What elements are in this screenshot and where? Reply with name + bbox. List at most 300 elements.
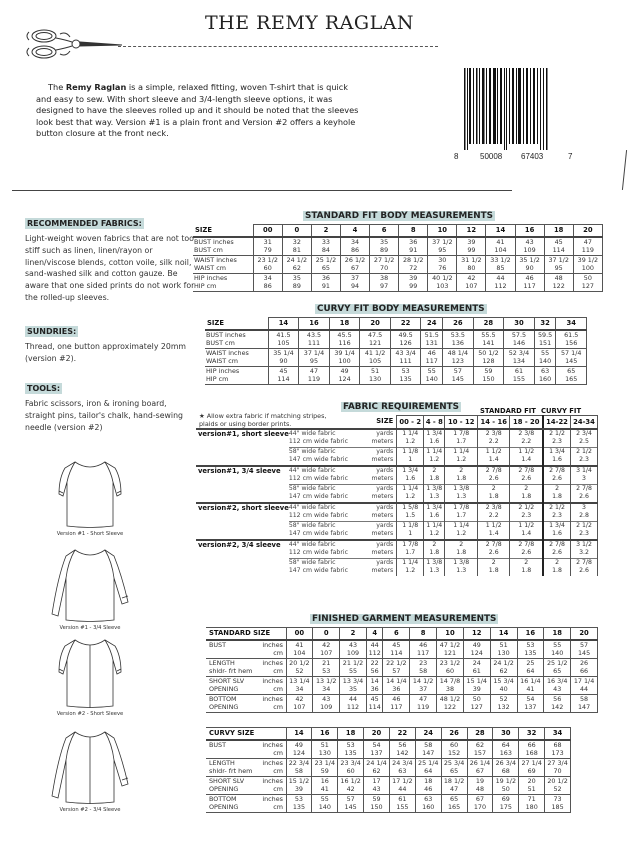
- cell: 145: [443, 375, 474, 384]
- cell: 119: [573, 246, 602, 255]
- table-row: [196, 530, 598, 540]
- cell: 1.8: [510, 567, 543, 576]
- cell: 95: [428, 246, 457, 255]
- cell: 2: [510, 558, 543, 567]
- cell: 109: [313, 703, 340, 712]
- cell: 117: [410, 649, 437, 658]
- page-title: THE REMY RAGLAN: [205, 12, 415, 34]
- size-header: 0: [282, 225, 311, 237]
- cell: 119: [299, 375, 330, 384]
- barcode-digits-right: 67403: [521, 152, 544, 161]
- cell: 46: [410, 640, 437, 650]
- size-header: 8: [410, 628, 437, 640]
- cell: 2: [477, 558, 510, 567]
- cell: 1.4: [477, 456, 510, 466]
- cell: 61: [389, 794, 415, 803]
- cell: 111: [299, 339, 330, 348]
- cell: 136: [443, 339, 474, 348]
- size-header: 24: [421, 318, 443, 330]
- cell: 2 1/2: [571, 447, 598, 456]
- recommended-fabrics-text: Light-weight woven fabrics that are not too stiff such as linen, linen/rayon or linen/viscose blends, cotton voile, silk noil, sand-washed silk and cotton gauze. Be aware that one sided prints do not work for the rolled-up sleeves.: [25, 234, 195, 302]
- scissors-icon: [24, 24, 124, 64]
- size-header: 20: [364, 728, 390, 740]
- table-row: [206, 658, 598, 667]
- size-header: 16: [312, 728, 338, 740]
- cell: 1.7: [445, 438, 478, 447]
- cell: 65: [441, 767, 467, 776]
- cell: 19 1/2: [493, 776, 519, 785]
- cell: 58: [415, 740, 441, 750]
- table-row: [193, 264, 603, 273]
- cell: 47.5: [360, 330, 391, 340]
- cell: 39: [286, 785, 312, 794]
- cell: 140: [421, 375, 443, 384]
- standard-body-table: [193, 224, 603, 292]
- cell: 2.2: [477, 438, 510, 447]
- recommended-fabrics-heading: RECOMMENDED FABRICS:: [27, 219, 142, 228]
- tools-heading: TOOLS:: [27, 384, 61, 393]
- cell: 62: [282, 264, 311, 273]
- cell: 26 3/4: [493, 758, 519, 767]
- size-header: 10: [428, 225, 457, 237]
- cell: 124: [329, 375, 360, 384]
- cell: 2.6: [477, 549, 510, 558]
- cell: 73: [545, 794, 571, 803]
- cell: 135: [517, 649, 544, 658]
- version-label: [196, 475, 289, 484]
- sundries-text: Thread, one button approximately 20mm (version #2).: [25, 342, 187, 363]
- cell: 2: [424, 466, 445, 476]
- measure-unit: cm: [273, 703, 283, 711]
- cell: 1.8: [445, 475, 478, 484]
- cell: 15 1/2: [286, 776, 312, 785]
- cell: 20 1/2: [286, 658, 313, 667]
- version-label: version#2, 3/4 sleeve: [196, 540, 289, 550]
- row-label: [206, 767, 286, 776]
- sundries-heading: SUNDRIES:: [27, 327, 77, 336]
- cell: 2.3: [571, 530, 598, 540]
- table-row: [205, 339, 587, 348]
- unit: meters: [371, 549, 394, 556]
- version-label: [196, 567, 289, 576]
- cell: 40 1/2: [428, 273, 457, 282]
- cell: 99: [457, 246, 486, 255]
- cell: 25 1/4: [415, 758, 441, 767]
- cell: 1 3/4: [397, 466, 424, 476]
- header-row: [193, 225, 603, 237]
- fabric-width: 58" wide fabric: [289, 447, 367, 456]
- cell: 2: [543, 484, 570, 493]
- cell: 56: [389, 740, 415, 750]
- finished-curvy-table: [206, 727, 571, 813]
- table-row: [196, 456, 598, 466]
- cell: 1.8: [424, 549, 445, 558]
- curvy-body-title: CURVY FIT BODY MEASUREMENTS: [317, 304, 485, 314]
- cell: 21 1/2: [340, 658, 367, 667]
- cell: 47: [441, 785, 467, 794]
- cell: 2.5: [571, 438, 598, 447]
- cell: 55.5: [473, 330, 504, 340]
- cell: 33 1/2: [486, 255, 515, 264]
- size-header: 12: [463, 628, 490, 640]
- cell: 130: [360, 375, 391, 384]
- table-row: [206, 758, 571, 767]
- row-label-wrap: [209, 785, 283, 794]
- unit: meters: [371, 530, 394, 537]
- fabric-width: 112 cm wide fabric: [288, 549, 349, 556]
- cell: 2 7/8: [477, 540, 510, 550]
- cell: 34: [286, 685, 313, 694]
- unit: meters: [371, 456, 394, 463]
- cell: 54: [364, 740, 390, 750]
- cell: 34: [253, 273, 282, 282]
- cell: 2.3: [510, 512, 543, 521]
- cell: 63: [389, 767, 415, 776]
- cell: 46: [383, 694, 410, 703]
- size-header: 20: [573, 225, 602, 237]
- measure-unit: cm: [273, 667, 283, 675]
- size-header: 2: [340, 628, 367, 640]
- row-label-wrap: [209, 641, 283, 650]
- row-label: [206, 694, 286, 703]
- cell: 1.2: [397, 493, 424, 503]
- cell: 2.6: [571, 493, 598, 503]
- cell: 135: [338, 749, 364, 758]
- header-row: [206, 628, 598, 640]
- cell: 41: [517, 685, 544, 694]
- cell: 49.5: [390, 330, 421, 340]
- cell: 84: [311, 246, 340, 255]
- measure-unit: inches: [262, 776, 283, 785]
- cell: 61: [463, 667, 490, 676]
- cell: 117: [515, 282, 544, 291]
- cell: 2 7/8: [571, 558, 598, 567]
- measure-name: OPENING: [209, 803, 239, 811]
- spacer: [289, 416, 367, 429]
- cell: 35 1/4: [268, 348, 299, 357]
- cell: 3 1/4: [571, 466, 598, 476]
- cell: 61: [504, 366, 535, 375]
- cell: 2.3: [543, 512, 570, 521]
- cell: 1.6: [424, 438, 445, 447]
- cell: 90: [268, 357, 299, 366]
- measure-unit: cm: [273, 767, 283, 775]
- cell: 65: [441, 794, 467, 803]
- cell: 1.3: [424, 493, 445, 503]
- cell: 41: [486, 237, 515, 247]
- version-label: [196, 447, 289, 456]
- cell: 64: [415, 767, 441, 776]
- tshirt-short-sleeve-icon: [53, 458, 127, 530]
- row-label: HIP inches: [205, 366, 268, 375]
- cell: 121: [437, 649, 464, 658]
- cell: 95: [299, 357, 330, 366]
- cell: 35: [370, 237, 399, 247]
- cell: 1 1/4: [397, 429, 424, 439]
- cell: 57: [571, 640, 598, 650]
- tools-section: [25, 376, 195, 433]
- size-header: 18: [544, 628, 571, 640]
- row-label: [206, 658, 286, 667]
- cell: 90: [515, 264, 544, 273]
- row-label: [206, 794, 286, 803]
- cell: 122: [544, 282, 573, 291]
- cell: 2: [543, 558, 570, 567]
- measure-name: shldr- frt hem: [209, 767, 253, 775]
- version-label: [196, 456, 289, 466]
- cell: 81: [282, 246, 311, 255]
- size-header: 4 - 8: [424, 416, 445, 429]
- row-label: WAIST inches: [193, 255, 253, 264]
- cell: 26 1/2: [340, 255, 369, 264]
- size-header: 24: [415, 728, 441, 740]
- cell: 25 1/2: [544, 658, 571, 667]
- cell: 151: [534, 339, 556, 348]
- row-label-wrap: [209, 777, 283, 786]
- cell: 1.8: [445, 549, 478, 558]
- cell: 2.6: [571, 567, 598, 576]
- row-label: WAIST cm: [205, 357, 268, 366]
- garment-v1-short: [45, 458, 135, 537]
- cell: 42: [338, 785, 364, 794]
- size-header: 00: [253, 225, 282, 237]
- cell: 39: [399, 273, 428, 282]
- cell: 91: [399, 246, 428, 255]
- cell: 119: [410, 703, 437, 712]
- cell: 23 1/2: [437, 658, 464, 667]
- cell: 134: [504, 357, 535, 366]
- cell: 1.8: [543, 567, 570, 576]
- table-row: [193, 237, 603, 247]
- cell: 132: [490, 703, 517, 712]
- cell: 57 1/4: [556, 348, 587, 357]
- row-label: BUST inches: [193, 237, 253, 247]
- standard-body-title: STANDARD FIT BODY MEASUREMENTS: [305, 211, 493, 221]
- size-header: 16: [515, 225, 544, 237]
- cell: 41 1/2: [360, 348, 391, 357]
- cell: 69: [519, 767, 545, 776]
- cell: 50: [463, 694, 490, 703]
- cell: 57: [443, 366, 474, 375]
- size-header: 14 - 16: [477, 416, 510, 429]
- cell: 128: [473, 357, 504, 366]
- cell: 1 3/4: [424, 503, 445, 513]
- cell: 53: [313, 667, 340, 676]
- size-header: 14-22: [543, 416, 570, 429]
- cell: 27 1/4: [519, 758, 545, 767]
- cell: 2 1/2: [510, 503, 543, 513]
- garment-v2-34: [45, 728, 135, 813]
- cell: 185: [545, 803, 571, 812]
- fabric-note: ★ Allow extra fabric if matching stripes, plaids or using border prints.: [199, 412, 327, 428]
- cell: 28 1/2: [399, 255, 428, 264]
- cell: 47: [410, 694, 437, 703]
- row-label: [206, 649, 286, 658]
- measure-unit: cm: [273, 685, 283, 693]
- size-header: 16: [299, 318, 330, 330]
- cell: 24: [463, 658, 490, 667]
- cell: 45.5: [329, 330, 360, 340]
- size-header: 26: [441, 728, 467, 740]
- cell: 22: [366, 658, 383, 667]
- curvy-fit-label: CURVY FIT: [541, 407, 582, 415]
- cell: 168: [519, 749, 545, 758]
- cell: 131: [421, 339, 443, 348]
- cell: 22 1/2: [383, 658, 410, 667]
- cell: 14 7/8: [437, 676, 464, 685]
- garment-v2-short: [45, 636, 135, 717]
- cell: 50 1/2: [473, 348, 504, 357]
- cell: 2.6: [477, 475, 510, 484]
- measure-name: SHORT SLV: [209, 776, 245, 785]
- cell: 2 7/8: [510, 466, 543, 476]
- unit: yards: [367, 466, 397, 476]
- row-label: [206, 640, 286, 650]
- unit: yards: [376, 429, 394, 437]
- row-label: [206, 776, 286, 785]
- table-row: [196, 521, 598, 530]
- row-label-wrap: [209, 685, 283, 694]
- size-header: 0: [313, 628, 340, 640]
- cell: 26 1/4: [467, 758, 493, 767]
- cell: 31: [253, 237, 282, 247]
- size-header: 22: [390, 318, 421, 330]
- cell: 15 3/4: [490, 676, 517, 685]
- cell: 44: [340, 694, 367, 703]
- cell: 1: [397, 530, 424, 540]
- cell: 155: [504, 375, 535, 384]
- cell: 1.6: [397, 475, 424, 484]
- cell: 114: [366, 703, 383, 712]
- cell: 2 3/8: [477, 429, 510, 439]
- tshirt-keyhole-three-quarter-sleeve-icon: [48, 728, 132, 806]
- cell: 44: [366, 640, 383, 650]
- cell: 1.7: [397, 549, 424, 558]
- cell: 37 1/2: [428, 237, 457, 247]
- measure-unit: cm: [273, 649, 283, 657]
- cell: 55: [340, 667, 367, 676]
- version-label: [196, 484, 289, 493]
- cell: 63: [534, 366, 556, 375]
- cell: 3: [571, 475, 598, 484]
- cell: 2.6: [510, 475, 543, 484]
- unit: yards: [367, 484, 397, 493]
- cell: 146: [504, 339, 535, 348]
- row-label: [206, 667, 286, 676]
- cell: 23 1/2: [253, 255, 282, 264]
- fabric-width: 112 cm wide fabric: [288, 438, 349, 445]
- cell: 2 7/8: [571, 484, 598, 493]
- table-row: [193, 273, 603, 282]
- barcode-digit-check: 7: [568, 152, 573, 161]
- cell: 39 1/2: [573, 255, 602, 264]
- cell: 43.5: [299, 330, 330, 340]
- cell: 60: [441, 740, 467, 750]
- cell: 63: [415, 794, 441, 803]
- cell: 45: [544, 237, 573, 247]
- cell: 16 1/4: [517, 676, 544, 685]
- row-label-wrap: [209, 667, 283, 676]
- cell: 45: [383, 640, 410, 650]
- fabric-requirements-title: FABRIC REQUIREMENTS: [343, 402, 459, 412]
- tools-text: Fabric scissors, iron & ironing board, straight pins, tailor's chalk, hand-sewing needle (version #2): [25, 399, 183, 432]
- barcode-digit-lead: 8: [454, 152, 459, 161]
- cell: 41: [286, 640, 313, 650]
- table-row: [206, 685, 598, 694]
- spacer: [196, 416, 289, 429]
- size-header: 32: [534, 318, 556, 330]
- cell: 1 3/4: [543, 447, 570, 456]
- unit: yards: [367, 558, 397, 567]
- header: [0, 0, 633, 192]
- unit: yards: [367, 503, 397, 513]
- cell: 1.4: [510, 456, 543, 466]
- row-label: WAIST cm: [193, 264, 253, 273]
- cell: 13 1/4: [286, 676, 313, 685]
- table-row: [206, 694, 598, 703]
- cell: 2 1/2: [543, 503, 570, 513]
- cell: 3 1/2: [571, 540, 598, 550]
- cell: 19: [467, 776, 493, 785]
- cell: 1 1/2: [510, 447, 543, 456]
- cell: 50: [493, 785, 519, 794]
- size-header: 18: [544, 225, 573, 237]
- cell: 55: [544, 640, 571, 650]
- cell: 1 1/4: [424, 447, 445, 456]
- row-label-wrap: [209, 795, 283, 804]
- cell: 89: [282, 282, 311, 291]
- unit: meters: [371, 512, 394, 519]
- cell: 53: [286, 794, 312, 803]
- row-label: [206, 749, 286, 758]
- cell: 22 3/4: [286, 758, 312, 767]
- cell: 1 1/4: [397, 484, 424, 493]
- cell: 64: [517, 667, 544, 676]
- cell: 56: [366, 667, 383, 676]
- cell: 58: [410, 667, 437, 676]
- row-label: HIP cm: [193, 282, 253, 291]
- row-label: HIP inches: [193, 273, 253, 282]
- row-label: BUST cm: [205, 339, 268, 348]
- size-header: 20: [571, 628, 598, 640]
- cell: 145: [571, 649, 598, 658]
- fabric-width: 147 cm wide fabric: [288, 493, 349, 500]
- cell: 2 1/2: [543, 429, 570, 439]
- unit: meters: [371, 567, 394, 574]
- cell: 2: [510, 484, 543, 493]
- cell: 147: [571, 703, 598, 712]
- cell: 1 1/8: [397, 521, 424, 530]
- barcode-digits-left: 50008: [480, 152, 503, 161]
- table-row: [196, 540, 598, 550]
- measure-unit: inches: [262, 794, 283, 803]
- cell: 140: [534, 357, 556, 366]
- row-label: BUST cm: [193, 246, 253, 255]
- cell: 1.7: [445, 512, 478, 521]
- table-row: [196, 484, 598, 493]
- cell: 163: [493, 749, 519, 758]
- cell: 122: [437, 703, 464, 712]
- cell: 37 1/4: [299, 348, 330, 357]
- cell: 32: [282, 237, 311, 247]
- cell: 2: [477, 484, 510, 493]
- cell: 79: [253, 246, 282, 255]
- version-label: [196, 493, 289, 503]
- pattern-name: Remy Raglan: [65, 82, 127, 92]
- table-row: [206, 785, 571, 794]
- table-row: [206, 740, 571, 750]
- version-label: version#2, short sleeve: [198, 503, 289, 512]
